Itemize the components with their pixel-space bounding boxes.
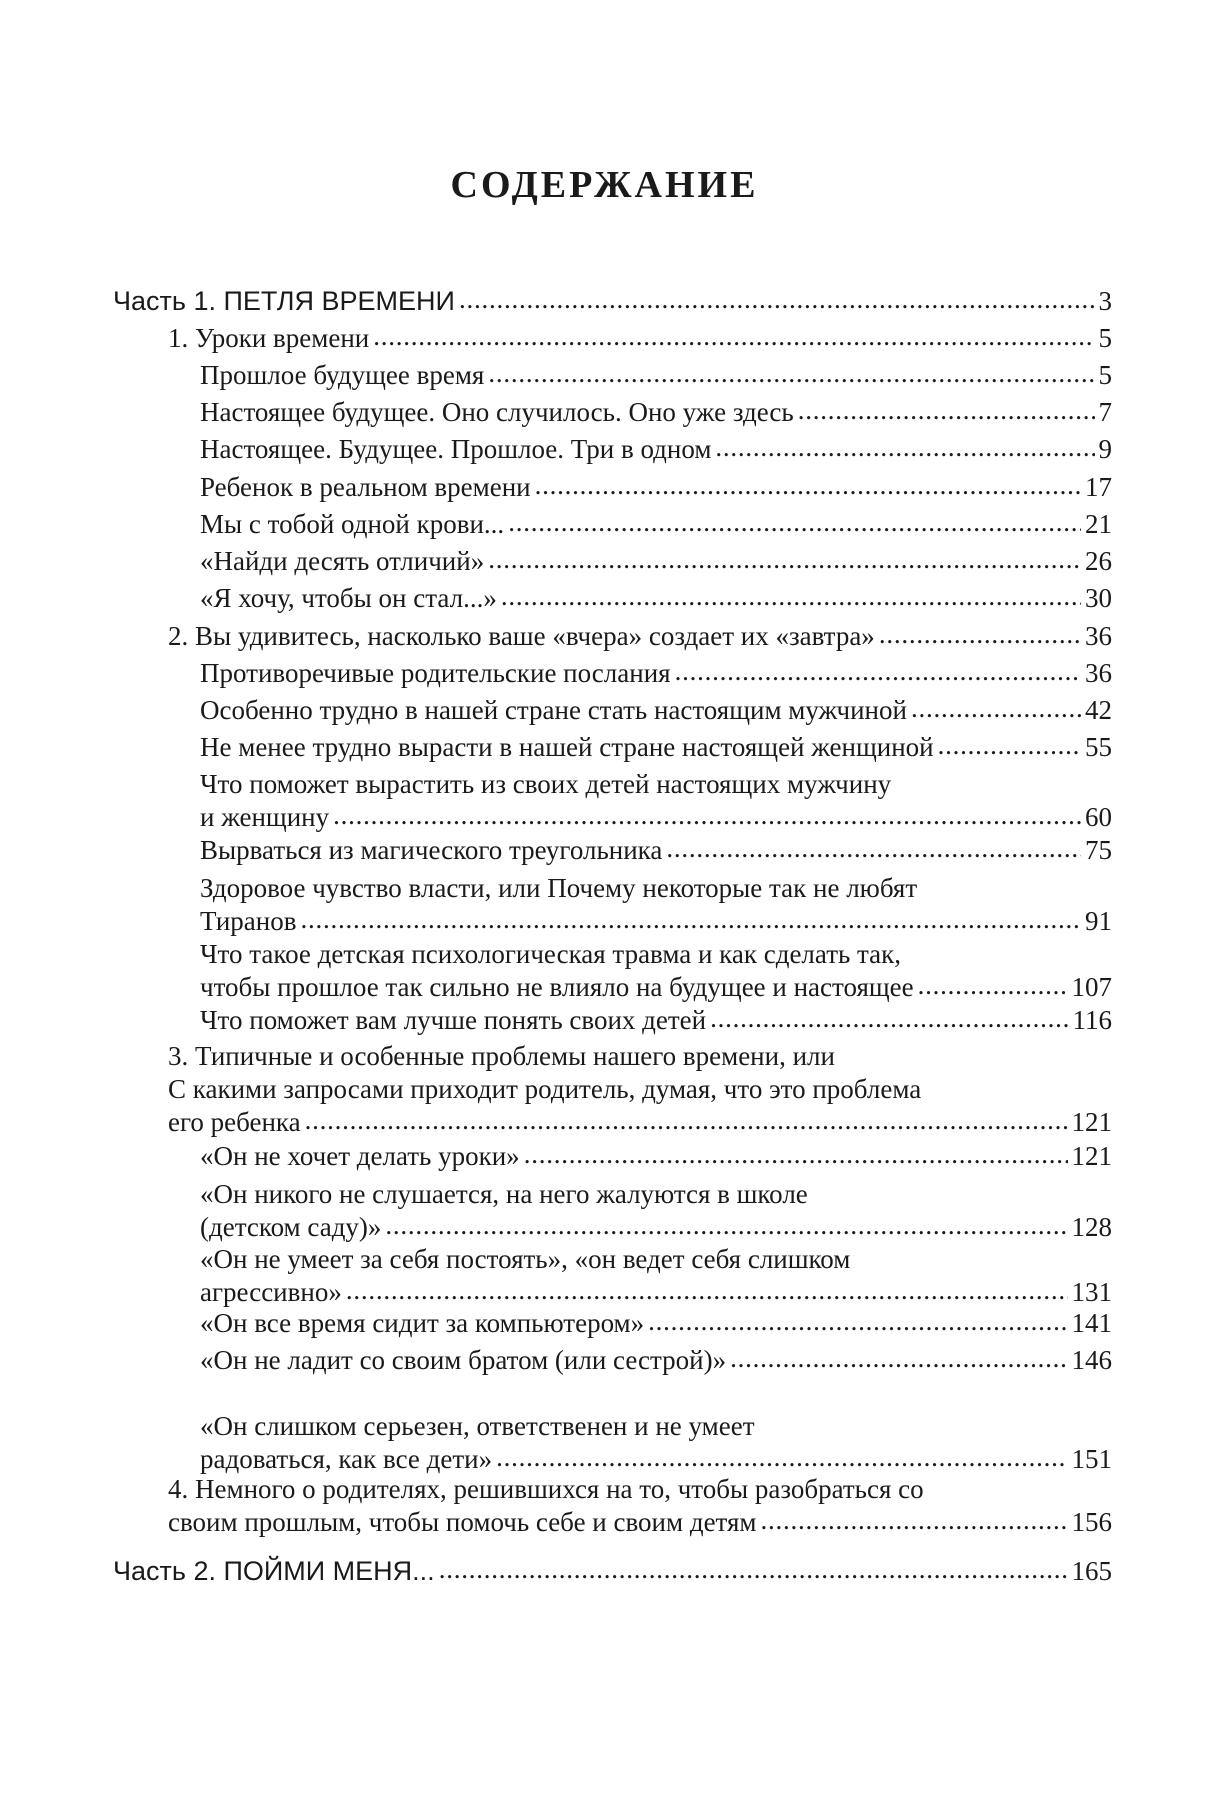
toc-entry xyxy=(113,285,1112,318)
toc-entry-text: 2. Вы удивитесь, насколько ваше «вчера» создает их «завтра» xyxy=(168,621,875,651)
toc-entry-line xyxy=(200,508,1112,541)
dot-leader xyxy=(439,1553,1068,1586)
toc-entry-text: Что поможет вам лучше понять своих детей xyxy=(200,1005,707,1035)
toc-entry-text: Настоящее. Будущее. Прошлое. Три в одном xyxy=(200,434,712,464)
dot-leader xyxy=(715,431,1094,464)
toc-entry xyxy=(200,768,1112,834)
toc-entry-line xyxy=(200,1211,1112,1244)
dot-leader xyxy=(675,655,1081,688)
toc-entry-text: чтобы прошлое так сильно не влияло на будущее и настоящее xyxy=(200,972,914,1002)
toc-entry-text: «Я хочу, чтобы он стал...» xyxy=(200,583,497,613)
dot-leader xyxy=(730,1342,1067,1375)
toc-entry xyxy=(200,1344,1112,1377)
dot-leader xyxy=(300,903,1081,936)
toc-entry xyxy=(200,1410,1112,1476)
dot-leader xyxy=(459,283,1095,316)
toc-entry xyxy=(200,1004,1112,1037)
toc-entry-line xyxy=(200,731,1112,764)
dot-leader xyxy=(798,394,1095,427)
toc-page-number: 128 xyxy=(1071,1212,1112,1242)
toc-entry xyxy=(200,1307,1112,1340)
toc-entry xyxy=(200,657,1112,690)
toc-page-number: 5 xyxy=(1098,323,1112,353)
toc-entry-text: «Он никого не слушается, на него жалуются в школе xyxy=(200,1179,808,1209)
toc-entry-line xyxy=(200,582,1112,615)
dot-leader xyxy=(333,799,1081,832)
toc-entry xyxy=(200,938,1112,1004)
toc-page-number: 91 xyxy=(1085,906,1112,936)
toc-entry-text: «Он не умеет за себя постоять», «он ведет себя слишком xyxy=(200,1244,851,1274)
toc-entry-line xyxy=(200,396,1112,429)
toc-entry-line xyxy=(168,322,1112,355)
toc-entry-text: Противоречивые родительские послания xyxy=(200,658,671,688)
dot-leader xyxy=(710,1002,1068,1035)
toc-entry-text: Ребенок в реальном времени xyxy=(200,472,531,502)
toc-entry-line xyxy=(113,285,1112,318)
toc-entry-line xyxy=(200,1307,1112,1340)
toc-entry-line xyxy=(113,1555,1112,1588)
toc-entry-text: Часть 1. ПЕТЛЯ ВРЕМЕНИ xyxy=(113,286,455,316)
toc-entry-line xyxy=(200,694,1112,727)
toc-page-number: 151 xyxy=(1071,1444,1112,1474)
dot-leader xyxy=(496,1441,1067,1474)
toc-entry-text: радоваться, как все дети» xyxy=(200,1444,493,1474)
toc-entry xyxy=(200,396,1112,429)
toc-entry-line xyxy=(200,657,1112,690)
toc-page-number: 3 xyxy=(1098,286,1112,316)
dot-leader xyxy=(501,580,1081,613)
toc-page-number: 30 xyxy=(1085,583,1112,613)
toc-entry xyxy=(200,731,1112,764)
dot-leader xyxy=(911,692,1081,725)
toc-page-number: 75 xyxy=(1085,835,1112,865)
toc-entry-line xyxy=(168,1040,1112,1073)
toc-entry-text: Здоровое чувство власти, или Почему некоторые так не любят xyxy=(200,873,918,903)
toc-entry-line xyxy=(200,1443,1112,1476)
toc-entry-text: своим прошлым, чтобы помочь себе и своим детям xyxy=(168,1507,757,1537)
toc-entry-line xyxy=(200,872,1112,905)
toc-entry-line xyxy=(200,971,1112,1004)
toc-entry-line xyxy=(200,1140,1112,1173)
toc-entry-line xyxy=(168,1106,1112,1139)
toc-entry-text: агрессивно» xyxy=(200,1277,342,1307)
toc-entry-line xyxy=(200,1004,1112,1037)
toc-entry xyxy=(200,359,1112,392)
toc-page-number: 42 xyxy=(1085,695,1112,725)
toc-page-number: 36 xyxy=(1085,658,1112,688)
toc-page-number: 121 xyxy=(1071,1107,1112,1137)
toc-entry-line xyxy=(200,1243,1112,1276)
toc-entry-line xyxy=(200,1344,1112,1377)
toc-entry-text: Особенно трудно в нашей стране стать настоящим мужчиной xyxy=(200,695,907,725)
toc-entry-text: «Найди десять отличий» xyxy=(200,546,485,576)
toc-entry xyxy=(200,694,1112,727)
toc-entry-line xyxy=(200,768,1112,801)
dot-leader xyxy=(488,357,1094,390)
toc-entry xyxy=(200,433,1112,466)
toc-entry-line xyxy=(200,938,1112,971)
toc-entry-text: Настоящее будущее. Оно случилось. Оно уже здесь xyxy=(200,397,794,427)
toc-page-number: 26 xyxy=(1085,546,1112,576)
toc-entry-text: и женщину xyxy=(200,802,330,832)
toc-page-number: 17 xyxy=(1085,472,1112,502)
toc-entry xyxy=(200,1243,1112,1309)
toc-entry xyxy=(200,508,1112,541)
toc-page-number: 131 xyxy=(1071,1277,1112,1307)
toc-page-number: 121 xyxy=(1071,1141,1112,1171)
toc-entry-text: «Он не хочет делать уроки» xyxy=(200,1141,520,1171)
dot-leader xyxy=(373,320,1094,353)
toc-entry-text: Тиранов xyxy=(200,906,297,936)
toc-entry-text: Часть 2. ПОЙМИ МЕНЯ... xyxy=(113,1556,435,1586)
toc-entry xyxy=(168,322,1112,355)
dot-leader xyxy=(524,1138,1068,1171)
toc-page-number: 7 xyxy=(1098,397,1112,427)
toc-entry-line xyxy=(168,1473,1112,1506)
toc-entry-line xyxy=(168,620,1112,653)
toc-page-number: 21 xyxy=(1085,509,1112,539)
dot-leader xyxy=(535,469,1081,502)
toc-entry xyxy=(200,471,1112,504)
toc-entry-line xyxy=(200,433,1112,466)
dot-leader xyxy=(385,1209,1067,1242)
toc-entry-text: Прошлое будущее время xyxy=(200,360,485,390)
toc-entry-text: Что такое детская психологическая травма и как сделать так, xyxy=(200,939,902,969)
dot-leader xyxy=(346,1274,1068,1307)
toc-entry xyxy=(200,834,1112,867)
dot-leader xyxy=(648,1305,1067,1338)
toc-entry xyxy=(168,1473,1112,1539)
dot-leader xyxy=(761,1504,1068,1537)
toc-entry xyxy=(200,582,1112,615)
toc-entry xyxy=(200,1140,1112,1173)
toc-entry xyxy=(168,1040,1112,1139)
dot-leader xyxy=(879,618,1081,651)
toc-entry-line xyxy=(200,834,1112,867)
toc-page-number: 36 xyxy=(1085,621,1112,651)
toc-entry-text: Не менее трудно вырасти в нашей стране настоящей женщиной xyxy=(200,732,934,762)
toc-entry-line xyxy=(200,471,1112,504)
toc-entry xyxy=(200,1178,1112,1244)
toc-entry-text: (детском саду)» xyxy=(200,1212,382,1242)
toc-entry-text: Мы с тобой одной крови... xyxy=(200,509,505,539)
toc-entry-text: 3. Типичные и особенные проблемы нашего времени, или xyxy=(168,1041,835,1071)
toc-entry-line xyxy=(200,545,1112,578)
toc-entry-text: Что поможет вырастить из своих детей настоящих мужчину xyxy=(200,769,892,799)
toc-page-number: 116 xyxy=(1072,1005,1112,1035)
page-title: СОДЕРЖАНИЕ xyxy=(450,164,759,206)
toc-entry-text: 1. Уроки времени xyxy=(168,323,370,353)
toc-entry xyxy=(200,872,1112,938)
dot-leader xyxy=(508,506,1081,539)
toc-entry-line xyxy=(200,1178,1112,1211)
dot-leader xyxy=(918,969,1068,1002)
toc-entry xyxy=(113,1555,1112,1588)
toc-entry xyxy=(168,620,1112,653)
toc-entry-text: «Он не ладит со своим братом (или сестрой)» xyxy=(200,1345,727,1375)
toc-entry-text: Вырваться из магического треугольника xyxy=(200,835,663,865)
dot-leader xyxy=(938,729,1081,762)
toc-page-number: 5 xyxy=(1098,360,1112,390)
toc-page-number: 141 xyxy=(1071,1308,1112,1338)
toc-entry-text: «Он все время сидит за компьютером» xyxy=(200,1308,645,1338)
dot-leader xyxy=(666,832,1081,865)
toc-entry-line xyxy=(168,1073,1112,1106)
dot-leader xyxy=(305,1104,1068,1137)
toc-entry-line xyxy=(168,1506,1112,1539)
toc-entry-line xyxy=(200,801,1112,834)
toc-page-number: 107 xyxy=(1071,972,1112,1002)
toc-entry-text: его ребенка xyxy=(168,1107,301,1137)
toc-entry xyxy=(200,545,1112,578)
toc-page-number: 9 xyxy=(1098,434,1112,464)
toc-entry-text: 4. Немного о родителях, решившихся на то, чтобы разобраться со xyxy=(168,1474,924,1504)
dot-leader xyxy=(488,543,1081,576)
toc-entry-line xyxy=(200,1410,1112,1443)
toc-entry-text: «Он слишком серьезен, ответственен и не умеет xyxy=(200,1411,755,1441)
toc-page-number: 60 xyxy=(1085,802,1112,832)
toc-entry-line xyxy=(200,359,1112,392)
toc-entry-text: С какими запросами приходит родитель, думая, что это проблема xyxy=(168,1074,922,1104)
toc-page-number: 55 xyxy=(1085,732,1112,762)
toc-page-number: 146 xyxy=(1071,1345,1112,1375)
toc-page-number: 165 xyxy=(1071,1556,1112,1586)
toc-page-number: 156 xyxy=(1071,1507,1112,1537)
toc-entry-line xyxy=(200,905,1112,938)
